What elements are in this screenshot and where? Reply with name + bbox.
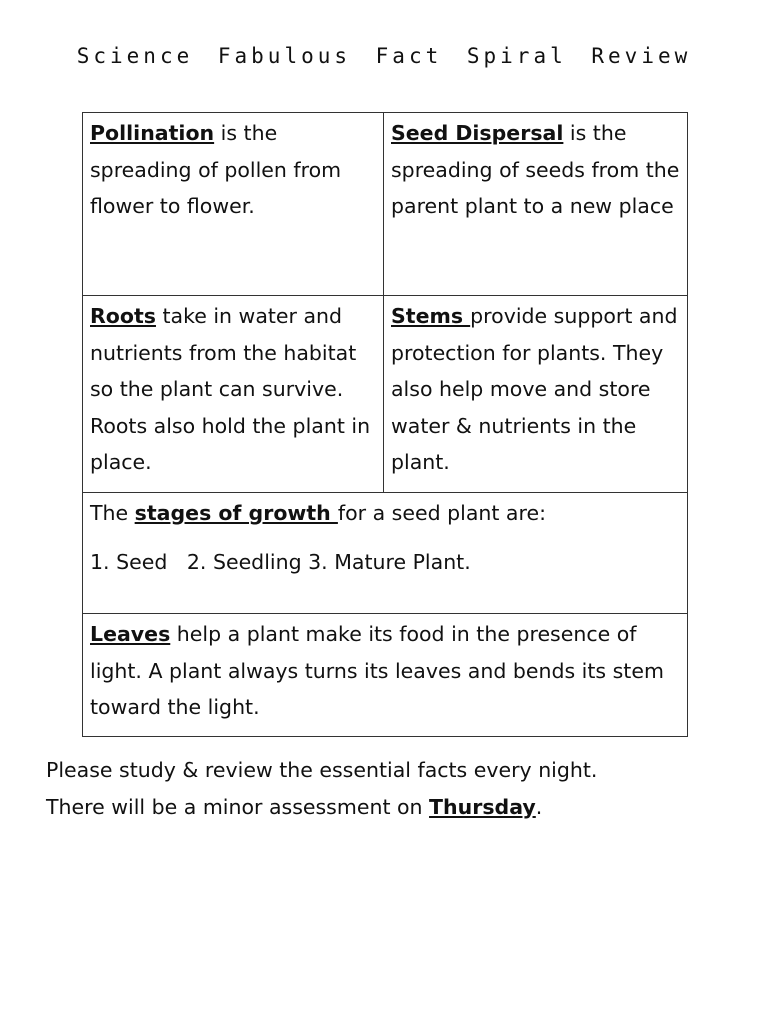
stages-sentence: [90, 495, 681, 532]
term-pollination: Pollination: [90, 121, 215, 145]
term-stages-of-growth: stages of growth: [134, 501, 338, 525]
fact-cell-leaves: [83, 614, 688, 737]
assessment-day: Thursday: [429, 794, 536, 819]
stages-list: 1. Seed 2. Seedling 3. Mature Plant.: [90, 549, 471, 574]
table-row: [83, 113, 688, 296]
note-line-2-suffix: .: [535, 794, 543, 819]
fact-table: [82, 112, 688, 737]
fact-text-stems: provide support and protection for plants. They also help move and store water & nutrients in the plant.: [391, 304, 678, 474]
stages-suffix: for a seed plant are:: [337, 501, 546, 525]
term-stems: Stems: [391, 304, 471, 328]
fact-text-seed-dispersal: is the spreading of seeds from the parent plant to a new place: [391, 121, 680, 218]
fact-cell-stems: [384, 296, 688, 493]
fact-text-roots: take in water and nutrients from the habitat so the plant can survive. Roots also hold the plant in place.: [90, 304, 371, 474]
table-row: [83, 493, 688, 614]
page-title: Science Fabulous Fact Spiral Review: [76, 44, 692, 68]
fact-cell-seed-dispersal: [384, 113, 688, 296]
table-row: [83, 296, 688, 493]
term-seed-dispersal: Seed Dispersal: [391, 121, 564, 145]
note-line-2-prefix: There will be a minor assessment on: [46, 794, 430, 819]
fact-text-pollination: is the spreading of pollen from flower to flower.: [90, 121, 342, 218]
note-line-2: [46, 789, 746, 826]
table-row: [83, 614, 688, 737]
note-line-1: Please study & review the essential facts every night.: [46, 758, 598, 782]
term-leaves: Leaves: [90, 622, 171, 646]
study-note: [46, 752, 746, 825]
fact-text-leaves: help a plant make its food in the presence of light. A plant always turns its leaves and bends its stem toward the light.: [90, 622, 664, 719]
term-roots: Roots: [90, 304, 156, 328]
stages-prefix: The: [90, 501, 135, 525]
fact-cell-stages: [83, 493, 688, 614]
fact-cell-pollination: [83, 113, 384, 296]
fact-cell-roots: [83, 296, 384, 493]
